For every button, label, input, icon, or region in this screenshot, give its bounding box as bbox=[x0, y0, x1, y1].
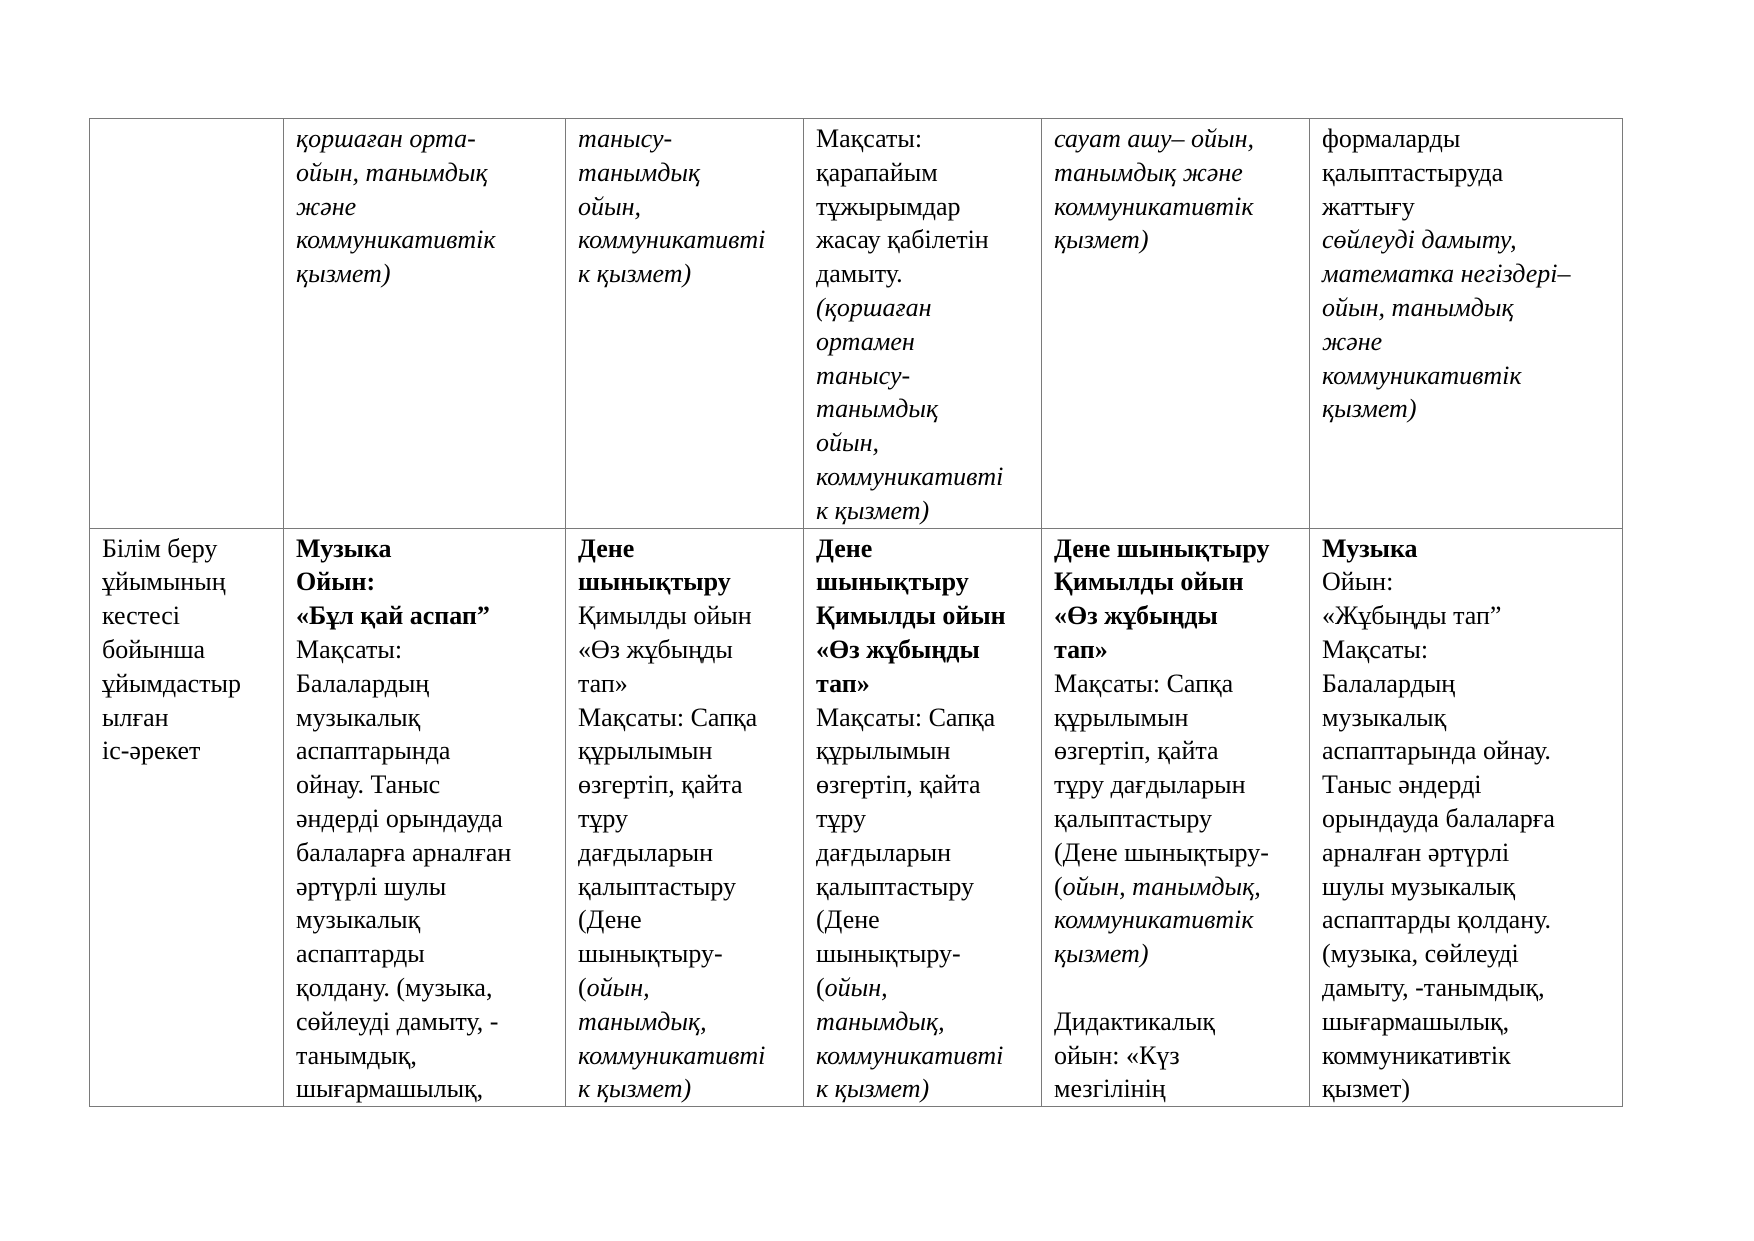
text-run: (музыка, сөйлеуді bbox=[1322, 939, 1519, 969]
cell-text-line bbox=[816, 1005, 1029, 1039]
cell-text-line bbox=[578, 1072, 791, 1106]
text-run: арналған әртүрлі bbox=[1322, 837, 1510, 867]
text-run: коммуникативтік bbox=[1054, 191, 1254, 221]
text-run: Мақсаты: Сапқа bbox=[816, 702, 996, 732]
text-run: әндерді орындауда bbox=[296, 803, 503, 833]
text-run: танысу- bbox=[578, 124, 673, 153]
text-run: аспаптарында bbox=[296, 736, 451, 766]
text-run: (Дене bbox=[816, 905, 880, 935]
cell-text-line bbox=[578, 599, 791, 633]
cell-text-line bbox=[816, 291, 1029, 325]
text-run: өзгертіп, қайта bbox=[816, 770, 981, 800]
table-cell bbox=[804, 528, 1042, 1107]
text-run: Білім беру bbox=[102, 533, 218, 563]
cell-text-line bbox=[1322, 903, 1610, 937]
text-run: және bbox=[296, 191, 357, 221]
text-run: қалыптастыру bbox=[816, 871, 975, 901]
text-run: Балалардың bbox=[1322, 668, 1456, 698]
cell-text-line bbox=[578, 836, 791, 870]
text-run: тап» bbox=[1054, 634, 1108, 664]
text-run: ойын, танымдық bbox=[1322, 292, 1514, 322]
cell-text-line bbox=[1054, 565, 1297, 599]
text-run: балаларға арналған bbox=[296, 837, 512, 867]
text-run: «Жұбыңды тап” bbox=[1322, 601, 1502, 631]
text-run: қоршаған орта- bbox=[296, 124, 476, 153]
cell-text-line bbox=[1322, 223, 1610, 257]
cell-text-line bbox=[1322, 359, 1610, 393]
cell-text-line bbox=[1054, 223, 1297, 257]
cell-text-line bbox=[816, 426, 1029, 460]
text-run: әртүрлі шулы bbox=[296, 871, 447, 901]
cell-text-line bbox=[816, 937, 1029, 971]
text-run: іс-әрекет bbox=[102, 736, 201, 766]
text-run: қызмет) bbox=[1054, 939, 1149, 969]
text-run: ( bbox=[1054, 871, 1063, 901]
text-run: ойын, bbox=[816, 428, 880, 458]
text-run: к қызмет) bbox=[816, 1074, 930, 1104]
cell-text-line bbox=[296, 667, 553, 701]
cell-text-line bbox=[816, 802, 1029, 836]
text-run: ойын, bbox=[578, 191, 642, 221]
text-run: кестесі bbox=[102, 601, 181, 631]
cell-text-line bbox=[296, 1005, 553, 1039]
text-run: тұру дағдыларын bbox=[1054, 770, 1246, 800]
text-run: дағдыларын bbox=[578, 837, 714, 867]
cell-text-line bbox=[1054, 190, 1297, 224]
text-run: ( bbox=[578, 972, 587, 1002]
cell-text-line bbox=[816, 122, 1029, 156]
cell-text-line bbox=[1322, 1072, 1610, 1106]
cell-text-line bbox=[578, 734, 791, 768]
text-run: формаларды bbox=[1322, 124, 1461, 153]
cell-text-line bbox=[816, 768, 1029, 802]
cell-text-line bbox=[1054, 667, 1297, 701]
text-run: құрылымын bbox=[816, 736, 951, 766]
table-cell bbox=[566, 119, 804, 529]
text-run: коммуникативтік bbox=[1322, 360, 1522, 390]
cell-text-line bbox=[578, 565, 791, 599]
cell-text-line bbox=[296, 802, 553, 836]
text-run: Дене шынықтыру bbox=[1054, 533, 1270, 563]
cell-text-line bbox=[816, 667, 1029, 701]
table-cell bbox=[804, 119, 1042, 529]
text-run: «Өз жұбыңды bbox=[578, 634, 733, 664]
text-run: к қызмет) bbox=[578, 259, 692, 289]
text-run: Музыка bbox=[296, 533, 392, 563]
cell-text-line bbox=[578, 1005, 791, 1039]
cell-text-line bbox=[102, 565, 271, 599]
text-run: шынықтыру bbox=[816, 567, 969, 597]
text-run: өзгертіп, қайта bbox=[1054, 736, 1219, 766]
cell-text-line bbox=[102, 633, 271, 667]
text-run: Қимылды ойын bbox=[816, 601, 1006, 631]
cell-text-line bbox=[296, 223, 553, 257]
cell-text-line bbox=[1322, 971, 1610, 1005]
text-run: Мақсаты: bbox=[296, 634, 403, 664]
cell-text-line bbox=[1322, 257, 1610, 291]
cell-text-line bbox=[816, 156, 1029, 190]
text-run: Балалардың bbox=[296, 668, 430, 698]
table-cell bbox=[1310, 528, 1623, 1107]
cell-text-line bbox=[1322, 701, 1610, 735]
text-run: қалыптастыру bbox=[1054, 803, 1213, 833]
cell-text-line bbox=[578, 156, 791, 190]
cell-text-line bbox=[1054, 802, 1297, 836]
cell-text-line bbox=[1322, 599, 1610, 633]
table-cell bbox=[566, 528, 804, 1107]
table-cell bbox=[284, 119, 566, 529]
text-run: (Дене шынықтыру- bbox=[1054, 837, 1269, 867]
cell-text-line bbox=[578, 768, 791, 802]
cell-text-line bbox=[578, 190, 791, 224]
cell-text-line bbox=[578, 223, 791, 257]
text-run: шынықтыру- bbox=[578, 939, 723, 969]
cell-text-line bbox=[816, 1072, 1029, 1106]
text-run: Ойын: bbox=[296, 567, 376, 597]
cell-text-line bbox=[102, 701, 271, 735]
cell-text-line bbox=[1054, 937, 1297, 971]
text-run: тұру bbox=[578, 803, 629, 833]
text-run: дағдыларын bbox=[816, 837, 952, 867]
text-run: коммуникативті bbox=[816, 461, 1004, 491]
cell-text-line bbox=[578, 667, 791, 701]
text-run: қалыптастыруда bbox=[1322, 157, 1504, 187]
text-run: «Бұл қай аспап” bbox=[296, 601, 490, 631]
cell-text-line bbox=[102, 734, 271, 768]
cell-text-line bbox=[1322, 734, 1610, 768]
text-run: музыкалық bbox=[296, 905, 421, 935]
text-run: тап» bbox=[578, 668, 628, 698]
text-run: (қоршаған bbox=[816, 292, 932, 322]
text-run: ойын, bbox=[586, 972, 650, 1002]
text-run: «Өз жұбыңды bbox=[816, 634, 980, 664]
text-run: Қимылды ойын bbox=[578, 601, 752, 631]
cell-text-line bbox=[816, 532, 1029, 566]
cell-text-line bbox=[1054, 156, 1297, 190]
cell-text-line bbox=[816, 565, 1029, 599]
cell-text-line bbox=[816, 599, 1029, 633]
text-run: қызмет) bbox=[1322, 1074, 1411, 1104]
text-run: коммуникативтік bbox=[296, 225, 496, 255]
cell-text-line bbox=[816, 190, 1029, 224]
cell-text-line bbox=[1322, 937, 1610, 971]
cell-text-line bbox=[578, 257, 791, 291]
text-run: коммуникативті bbox=[816, 1040, 1004, 1070]
text-run: аспаптарды bbox=[296, 939, 425, 969]
cell-text-line bbox=[296, 599, 553, 633]
cell-text-line bbox=[816, 359, 1029, 393]
text-run: Ойын: bbox=[1322, 567, 1394, 597]
cell-text-line bbox=[1054, 1039, 1297, 1073]
cell-text-line bbox=[296, 122, 553, 156]
cell-text-line bbox=[296, 701, 553, 735]
cell-text-line bbox=[816, 701, 1029, 735]
text-run: Қимылды ойын bbox=[1054, 567, 1244, 597]
cell-text-line bbox=[1054, 532, 1297, 566]
text-run: Мақсаты: bbox=[816, 124, 923, 153]
cell-text-line bbox=[296, 836, 553, 870]
cell-text-line bbox=[296, 633, 553, 667]
text-run: коммуникативтік bbox=[1054, 905, 1254, 935]
cell-text-line bbox=[1322, 156, 1610, 190]
text-run: ойнау. Таныс bbox=[296, 770, 441, 800]
text-run: құрылымын bbox=[578, 736, 713, 766]
text-run: Дене bbox=[816, 533, 873, 563]
cell-text-line bbox=[1322, 291, 1610, 325]
text-run: музыкалық bbox=[1322, 702, 1447, 732]
cell-text-line bbox=[578, 971, 791, 1005]
text-run: Дене bbox=[578, 533, 635, 563]
cell-text-line bbox=[296, 156, 553, 190]
text-run: шығармашылық, bbox=[296, 1074, 484, 1104]
cell-text-line bbox=[1322, 1005, 1610, 1039]
text-run: ойын, танымдық bbox=[296, 157, 488, 187]
cell-text-line bbox=[816, 971, 1029, 1005]
text-run: жаттығу bbox=[1322, 191, 1415, 221]
text-run: математка негіздері– bbox=[1322, 259, 1571, 289]
cell-text-line bbox=[1054, 599, 1297, 633]
cell-text-line bbox=[578, 122, 791, 156]
text-run: дамыту. bbox=[816, 259, 903, 289]
cell-text-line bbox=[296, 190, 553, 224]
text-run: музыкалық bbox=[296, 702, 421, 732]
cell-text-line bbox=[578, 532, 791, 566]
text-run: шулы музыкалық bbox=[1322, 871, 1516, 901]
text-run: ойын, bbox=[824, 972, 888, 1002]
text-run: қарапайым bbox=[816, 157, 938, 187]
text-run: шығармашылық, bbox=[1322, 1006, 1510, 1036]
text-run: танымдық, bbox=[296, 1040, 417, 1070]
text-run: ойын: «Күз bbox=[1054, 1040, 1180, 1070]
text-run: мезгілінің bbox=[1054, 1074, 1166, 1104]
text-run: орындауда балаларға bbox=[1322, 803, 1555, 833]
cell-text-line bbox=[1322, 190, 1610, 224]
cell-text-line bbox=[1322, 325, 1610, 359]
cell-text-line bbox=[1322, 870, 1610, 904]
table-row bbox=[90, 119, 1623, 529]
text-run: коммуникативтік bbox=[1322, 1040, 1511, 1070]
cell-text-line bbox=[1054, 870, 1297, 904]
text-run: тұжырымдар bbox=[816, 191, 961, 221]
cell-text-line bbox=[296, 1072, 553, 1106]
cell-text-line bbox=[102, 599, 271, 633]
text-run: сөйлеуді дамыту, bbox=[1322, 225, 1517, 255]
cell-text-line bbox=[296, 565, 553, 599]
text-run: қолдану. (музыка, bbox=[296, 972, 493, 1002]
cell-text-line bbox=[1054, 1005, 1297, 1039]
text-run: Музыка bbox=[1322, 533, 1418, 563]
cell-text-line bbox=[1322, 122, 1610, 156]
cell-text-line bbox=[578, 1039, 791, 1073]
text-run: Мақсаты: Сапқа bbox=[1054, 668, 1234, 698]
text-run: к қызмет) bbox=[578, 1074, 692, 1104]
text-run: «Өз жұбыңды bbox=[1054, 601, 1218, 631]
cell-text-line bbox=[816, 633, 1029, 667]
text-run: жасау қабілетін bbox=[816, 225, 989, 255]
cell-text-line bbox=[1054, 633, 1297, 667]
cell-text-line bbox=[816, 325, 1029, 359]
blank-line bbox=[1054, 971, 1297, 1005]
cell-text-line bbox=[1322, 392, 1610, 426]
cell-text-line bbox=[1054, 768, 1297, 802]
cell-text-line bbox=[296, 937, 553, 971]
cell-text-line bbox=[296, 870, 553, 904]
text-run: Дидактикалық bbox=[1054, 1006, 1216, 1036]
text-run: аспаптарында ойнау. bbox=[1322, 736, 1551, 766]
cell-text-line bbox=[578, 802, 791, 836]
cell-text-line bbox=[296, 768, 553, 802]
text-run: қызмет) bbox=[1322, 394, 1417, 424]
cell-text-line bbox=[1054, 836, 1297, 870]
text-run: қызмет) bbox=[296, 259, 391, 289]
cell-text-line bbox=[102, 667, 271, 701]
text-run: Таныс әндерді bbox=[1322, 770, 1482, 800]
cell-text-line bbox=[296, 971, 553, 1005]
text-run: ( bbox=[816, 972, 825, 1002]
cell-text-line bbox=[1322, 836, 1610, 870]
cell-text-line bbox=[1054, 122, 1297, 156]
cell-text-line bbox=[1054, 1072, 1297, 1106]
text-run: шынықтыру- bbox=[816, 939, 961, 969]
cell-text-line bbox=[296, 532, 553, 566]
text-run: аспаптарды қолдану. bbox=[1322, 905, 1552, 935]
cell-text-line bbox=[816, 1039, 1029, 1073]
text-run: танысу- bbox=[816, 360, 911, 390]
text-run: тап» bbox=[816, 668, 870, 698]
cell-text-line bbox=[1054, 701, 1297, 735]
table-cell bbox=[1042, 528, 1310, 1107]
table-cell bbox=[1310, 119, 1623, 529]
cell-text-line bbox=[1322, 565, 1610, 599]
cell-text-line bbox=[1054, 903, 1297, 937]
text-run: танымдық bbox=[816, 394, 939, 424]
text-run: к қызмет) bbox=[816, 495, 930, 525]
table-row bbox=[90, 528, 1623, 1107]
text-run: танымдық bbox=[578, 157, 701, 187]
text-run: өзгертіп, қайта bbox=[578, 770, 743, 800]
cell-text-line bbox=[296, 903, 553, 937]
text-run: Мақсаты: Сапқа bbox=[578, 702, 758, 732]
cell-text-line bbox=[816, 870, 1029, 904]
text-run: танымдық, bbox=[816, 1006, 945, 1036]
table-cell bbox=[90, 119, 284, 529]
cell-text-line bbox=[816, 460, 1029, 494]
text-run: дамыту, -танымдық, bbox=[1322, 972, 1545, 1002]
text-run: құрылымын bbox=[1054, 702, 1189, 732]
text-run: коммуникативті bbox=[578, 1040, 766, 1070]
cell-text-line bbox=[1322, 532, 1610, 566]
text-run: ұйымының bbox=[102, 567, 226, 597]
text-run: танымдық және bbox=[1054, 157, 1243, 187]
text-run: коммуникативті bbox=[578, 225, 766, 255]
text-run: және bbox=[1322, 326, 1383, 356]
text-run: сауат ашу– ойын, bbox=[1054, 124, 1255, 153]
cell-text-line bbox=[578, 870, 791, 904]
cell-text-line bbox=[1322, 802, 1610, 836]
text-run: сөйлеуді дамыту, - bbox=[296, 1006, 499, 1036]
cell-text-line bbox=[816, 257, 1029, 291]
cell-text-line bbox=[816, 903, 1029, 937]
cell-text-line bbox=[816, 734, 1029, 768]
cell-text-line bbox=[578, 633, 791, 667]
text-run: танымдық, bbox=[578, 1006, 707, 1036]
cell-text-line bbox=[1322, 768, 1610, 802]
text-run: ортамен bbox=[816, 326, 915, 356]
text-run: қалыптастыру bbox=[578, 871, 737, 901]
cell-text-line bbox=[296, 734, 553, 768]
text-run: (Дене bbox=[578, 905, 642, 935]
cell-text-line bbox=[816, 494, 1029, 528]
cell-text-line bbox=[296, 257, 553, 291]
table-cell bbox=[1042, 119, 1310, 529]
text-run: ойын, танымдық, bbox=[1062, 871, 1261, 901]
cell-text-line bbox=[816, 392, 1029, 426]
lesson-plan-table bbox=[89, 118, 1623, 1107]
cell-text-line bbox=[1054, 734, 1297, 768]
text-run: қызмет) bbox=[1054, 225, 1149, 255]
text-run: тұру bbox=[816, 803, 867, 833]
text-run: бойынша bbox=[102, 634, 206, 664]
cell-text-line bbox=[816, 836, 1029, 870]
cell-text-line bbox=[816, 223, 1029, 257]
cell-text-line bbox=[1322, 633, 1610, 667]
cell-text-line bbox=[296, 1039, 553, 1073]
cell-text-line bbox=[1322, 667, 1610, 701]
cell-text-line bbox=[578, 903, 791, 937]
cell-text-line bbox=[578, 701, 791, 735]
table-cell bbox=[90, 528, 284, 1107]
table-cell bbox=[284, 528, 566, 1107]
cell-text-line bbox=[102, 532, 271, 566]
text-run: Мақсаты: bbox=[1322, 634, 1429, 664]
cell-text-line bbox=[1322, 1039, 1610, 1073]
text-run: шынықтыру bbox=[578, 567, 731, 597]
cell-text-line bbox=[578, 937, 791, 971]
text-run: ылған bbox=[102, 702, 169, 732]
text-run: ұйымдастыр bbox=[102, 668, 241, 698]
